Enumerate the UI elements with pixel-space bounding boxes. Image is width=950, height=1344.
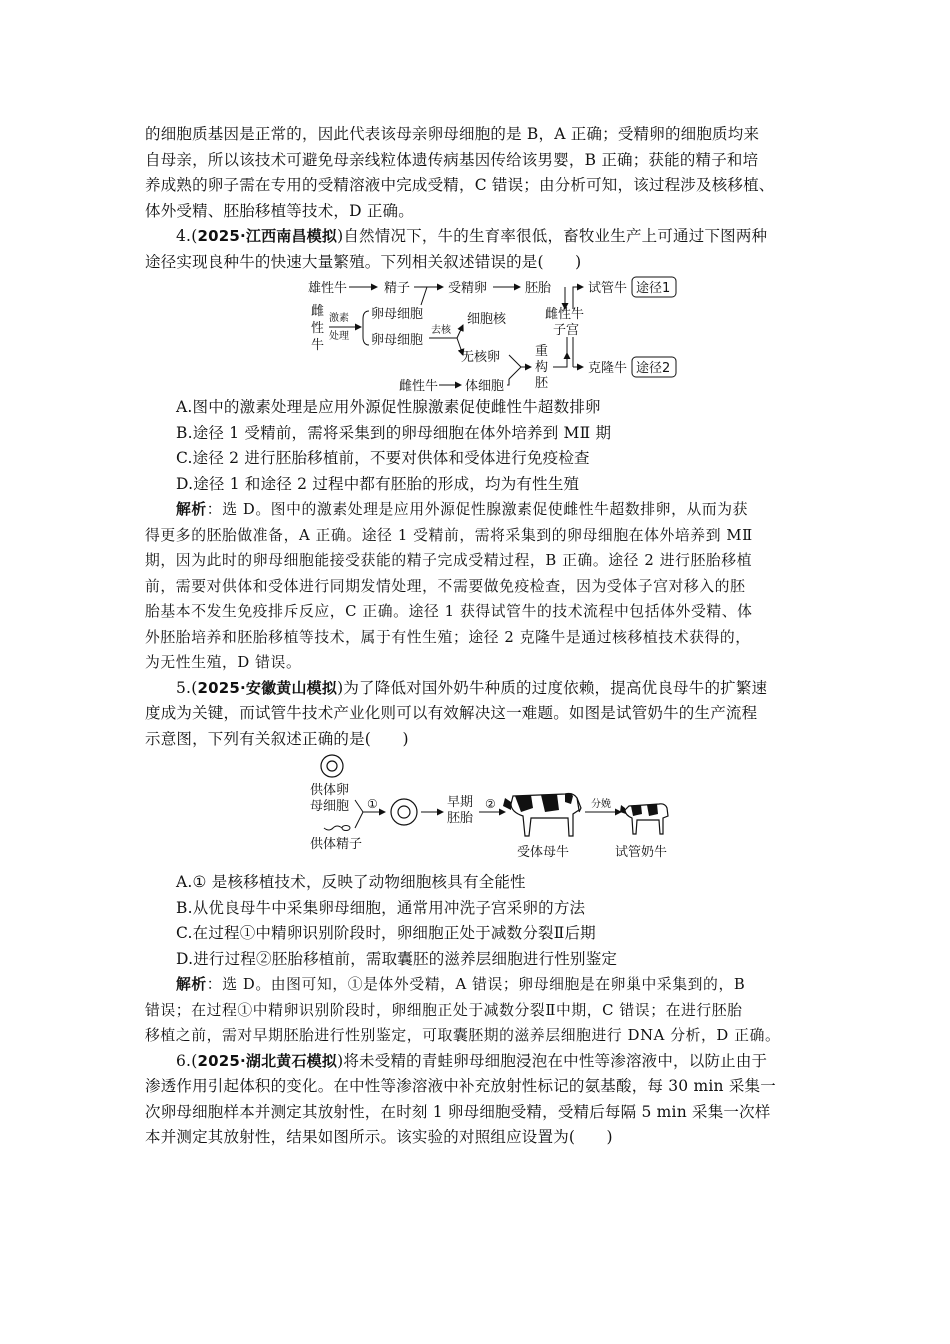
question-stem <box>145 224 810 250</box>
text-line: 自母亲，所以该技术可避免母亲线粒体遗传病基因传给该男婴，B 正确；获能的精子和培 <box>145 150 759 169</box>
analysis-text: ：选 D。由图可知，①是体外受精，A 错误；卵母细胞是在卵巢中采集到的，B <box>206 976 746 993</box>
label-donor-oocyte: 母细胞 <box>310 799 350 814</box>
label-hormone-treatment: 激素 <box>329 313 349 324</box>
analysis-line <box>145 497 810 523</box>
sperm-icon <box>324 826 350 831</box>
zygote-icon <box>398 806 410 818</box>
label-female-uterus: 子宫 <box>553 323 580 338</box>
question-stem-line: 本并测定其放射性，结果如图所示。该实验的对照组应设置为( ) <box>145 1128 613 1146</box>
question-6 <box>145 1049 810 1151</box>
question-5 <box>145 676 810 1049</box>
label-enucleate: 去核 <box>431 325 451 336</box>
question-stem <box>145 1049 810 1075</box>
label-step-1: ① <box>367 797 378 811</box>
label-enucleated-egg: 无核卵 <box>461 350 501 365</box>
zygote-icon <box>391 799 417 825</box>
question-4 <box>145 224 810 676</box>
label-reconstructed-embryo: 胚 <box>535 376 549 391</box>
label-test-tube-cow: 试管牛 <box>588 281 628 296</box>
label-sperm: 精子 <box>384 281 411 296</box>
analysis-line: 期，因为此时的卵母细胞能接受获能的精子完成受精过程，B 正确。途径 2 进行胚胎移植 <box>145 552 753 569</box>
label-female-cow: 性 <box>311 321 325 336</box>
connector <box>414 287 427 305</box>
arrow <box>553 353 567 367</box>
diagram-breeding-routes <box>145 275 810 395</box>
question-stem-text: )将未受精的青蛙卵母细胞浸泡在中性等渗溶液中，以防止由于 <box>337 1051 768 1070</box>
label-reconstructed-embryo: 重 <box>535 344 549 359</box>
option-c: C.在过程①中精卵识别阶段时，卵细胞正处于减数分裂Ⅱ后期 <box>176 924 596 942</box>
label-female-uterus: 雌性牛 <box>545 307 585 322</box>
analysis-line <box>145 972 810 998</box>
question-stem <box>145 676 810 702</box>
label-birth: 分娩 <box>591 799 611 810</box>
label-early-embryo: 早期 <box>447 795 474 810</box>
label-clone-cow: 克隆牛 <box>588 361 628 376</box>
option-c: C.途径 2 进行胚胎移植前，不要对供体和受体进行免疫检查 <box>176 449 590 467</box>
analysis-label: 解析 <box>176 976 207 993</box>
label-route-1: 途径1 <box>636 281 671 296</box>
analysis-line: 得更多的胚胎做准备，A 正确。途径 1 受精前，需将采集到的卵母细胞在体外培养到 MⅡ <box>145 526 753 544</box>
diagram-test-tube-cow <box>145 752 810 870</box>
analysis-line: 胎基本不发生免疫排斥反应，C 正确。途径 1 获得试管牛的技术流程中包括体外受精、体 <box>145 603 753 620</box>
option-d: D.途径 1 和途径 2 过程中都有胚胎的形成，均为有性生殖 <box>176 474 580 493</box>
analysis-line: 前，需要对供体和受体进行同期发情处理，不需要做免疫检查，因为受体子宫对移入的胚 <box>145 577 746 595</box>
analysis-line: 错误；在过程①中精卵识别阶段时，卵细胞正处于减数分裂Ⅱ中期，C 错误；在进行胚胎 <box>145 1001 743 1019</box>
label-zygote: 受精卵 <box>448 281 488 296</box>
label-cell-nucleus: 细胞核 <box>467 312 507 327</box>
label-route-2: 途径2 <box>636 361 671 376</box>
question-source: 2025·安徽黄山模拟 <box>197 678 338 697</box>
question-stem-text: )为了降低对国外奶牛种质的过度依赖，提高优良母牛的扩繁速 <box>337 678 768 697</box>
text-line: 养成熟的卵子需在专用的受精溶液中完成受精，C 错误；由分析可知，该过程涉及核移植、 <box>145 176 775 194</box>
question-stem-line: 渗透作用引起体积的变化。在中性等渗溶液中补充放射性标记的氨基酸，每 30 min 采集一 <box>145 1077 776 1095</box>
question-number: 5.( <box>176 678 198 697</box>
label-hormone-treatment: 处理 <box>329 331 349 342</box>
text-line: 体外受精、胚胎移植等技术，D 正确。 <box>145 201 414 220</box>
diagram-svg <box>145 752 810 870</box>
diagram-svg <box>145 275 810 395</box>
label-recipient-cow: 受体母牛 <box>517 845 570 860</box>
analysis-label: 解析 <box>176 501 207 518</box>
analysis-5 <box>145 972 810 1049</box>
intro-paragraph <box>145 122 810 224</box>
connector <box>507 379 509 385</box>
option-b: B.从优良母牛中采集卵母细胞，通常用冲洗子宫采卵的方法 <box>176 898 586 917</box>
option-a: A.图中的激素处理是应用外源促性腺激素促使雌性牛超数排卵 <box>176 398 601 416</box>
question-stem-line: 示意图，下列有关叙述正确的是( ) <box>145 729 409 748</box>
label-donor-sperm: 供体精子 <box>310 837 363 852</box>
oocyte-icon <box>321 755 343 777</box>
question-stem-text: )自然情况下，牛的生育率很低，畜牧业生产上可通过下图两种 <box>337 227 768 245</box>
brace <box>363 311 369 345</box>
option-a: A.① 是核移植技术，反映了动物细胞核具有全能性 <box>176 873 526 891</box>
page-content <box>145 122 810 1151</box>
analysis-line: 外胚胎培养和胚胎移植等技术，属于有性生殖；途径 2 克隆牛是通过核移植技术获得的， <box>145 628 751 646</box>
label-reconstructed-embryo: 构 <box>535 360 549 375</box>
question-number: 4.( <box>176 227 198 245</box>
label-somatic-cell: 体细胞 <box>465 379 505 394</box>
question-number: 6.( <box>176 1051 198 1070</box>
cow-icon <box>503 793 581 836</box>
label-early-embryo: 胚胎 <box>447 811 474 826</box>
oocyte-icon <box>327 761 337 771</box>
label-male-cow: 雄性牛 <box>308 281 348 296</box>
arrow <box>457 325 463 338</box>
analysis-text: ：选 D。图中的激素处理是应用外源促性腺激素促使雌性牛超数排卵，从而为获 <box>206 501 749 518</box>
label-oocyte: 卵母细胞 <box>371 333 424 348</box>
question-stem-line: 次卵母细胞样本并测定其放射性，在时刻 1 卵母细胞受精，受精后每隔 5 min 采集一次样 <box>145 1102 771 1121</box>
option-b: B.途径 1 受精前，需将采集到的卵母细胞在体外培养到 MⅡ 期 <box>176 423 612 442</box>
calf-icon <box>620 804 668 834</box>
connector <box>355 800 363 828</box>
question-source: 2025·江西南昌模拟 <box>197 227 338 245</box>
label-oocyte: 卵母细胞 <box>371 307 424 322</box>
question-source: 2025·湖北黄石模拟 <box>197 1051 338 1070</box>
connector <box>509 355 521 379</box>
analysis-line: 为无性生殖，D 错误。 <box>145 654 302 671</box>
label-female-cow: 牛 <box>311 338 325 353</box>
question-stem-line: 度成为关键，而试管牛技术产业化则可以有效解决这一难题。如图是试管奶牛的生产流程 <box>145 704 758 722</box>
analysis-line: 移植之前，需对早期胚胎进行性别鉴定，可取囊胚期的滋养层细胞进行 DNA 分析，D 正确。 <box>145 1027 781 1044</box>
text-line: 的细胞质基因是正常的，因此代表该母亲卵母细胞的是 B，A 正确；受精卵的细胞质均来 <box>145 125 760 143</box>
label-test-tube-dairy-cow: 试管奶牛 <box>615 845 668 860</box>
label-female-cow-2: 雌性牛 <box>399 379 439 394</box>
arrow <box>573 287 583 309</box>
label-female-cow: 雌 <box>311 304 325 319</box>
option-d: D.进行过程②胚胎移植前，需取囊胚的滋养层细胞进行性别鉴定 <box>176 949 618 968</box>
label-donor-oocyte: 供体卵 <box>310 783 350 798</box>
label-step-2: ② <box>485 797 496 811</box>
analysis-4 <box>145 497 810 676</box>
question-stem-line: 途径实现良种牛的快速大量繁殖。下列相关叙述错误的是( ) <box>145 252 582 271</box>
label-embryo: 胚胎 <box>525 281 552 296</box>
